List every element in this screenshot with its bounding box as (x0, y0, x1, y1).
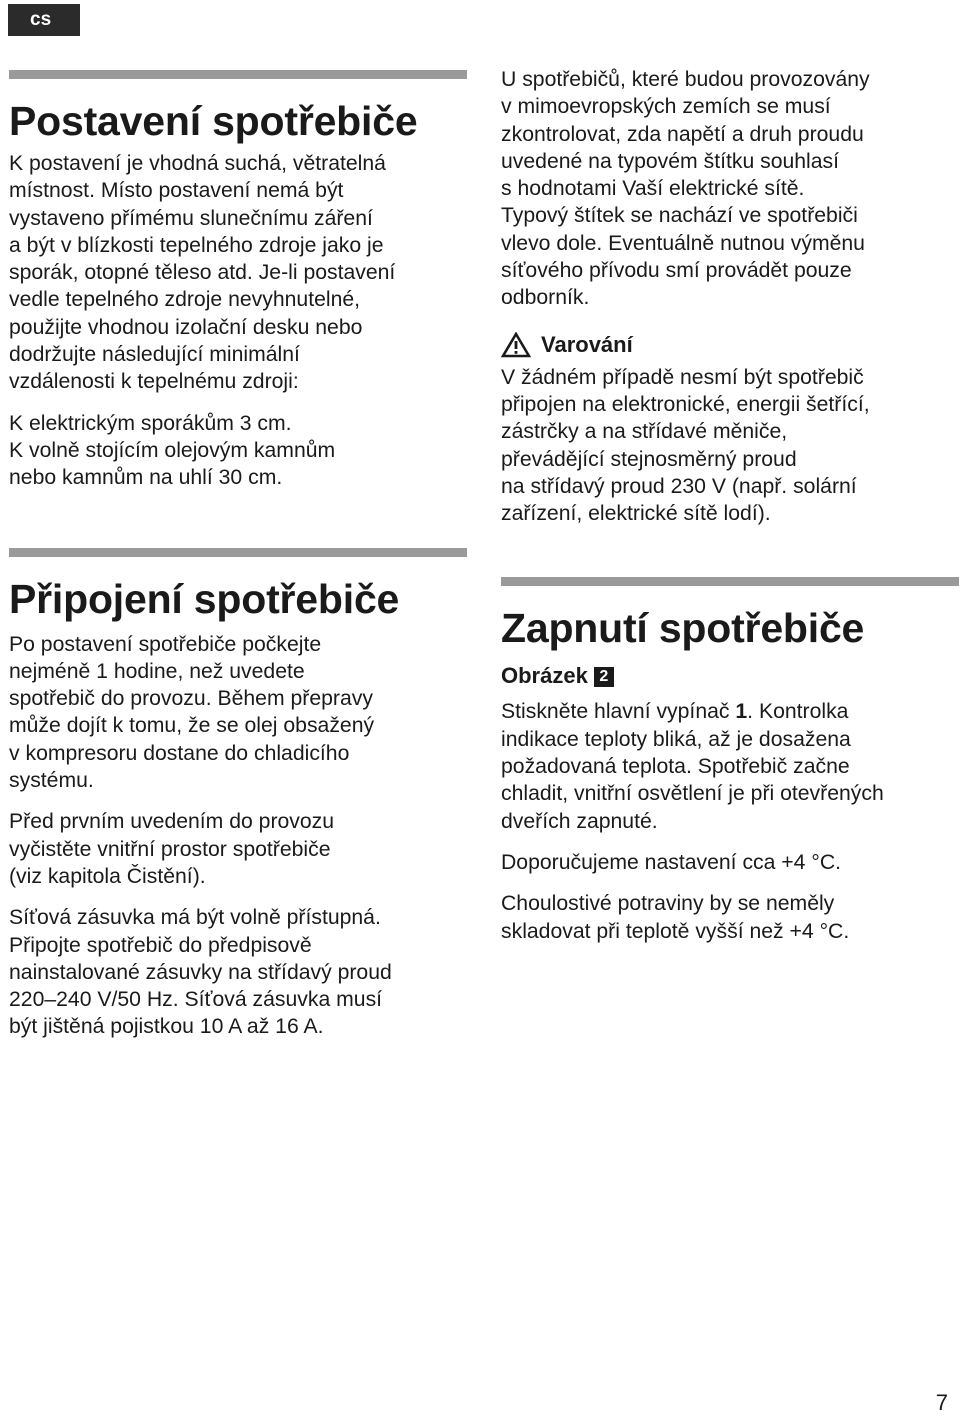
switch-on-text-end: . Kontrolka (747, 700, 849, 724)
figure-number-badge: 2 (594, 667, 614, 687)
connection-paragraph-2: Před prvním uvedením do provozu vyčistěte vnitřní prostor spotřebiče (viz kapitola Čistění). (9, 810, 335, 888)
section-rule (501, 577, 959, 586)
installation-paragraph-2: K elektrickým sporákům 3 cm. K volně stojícím olejovým kamnům nebo kamnům na uhlí 30 cm. (9, 411, 336, 490)
recommended-setting: Doporučujeme nastavení cca +4 °C. (501, 850, 842, 874)
warning-text: V žádném případě nesmí být spotřebič připojen na elektronické, energii šetřící, zástrčky a na střídavé měniče, převádějící stejnosměrný proud na střídavý proud 230 V (např. solární zařízení, elektrické sítě lodí). (501, 365, 870, 526)
warning-heading (501, 330, 959, 360)
section-rule (9, 548, 467, 557)
section-title-connection: Připojení spotřebiče (9, 575, 400, 622)
switch-on-paragraph-1 (501, 698, 959, 834)
installation-paragraph-1: K postavení je vhodná suchá, větratelná místnost. Místo postavení nemá být vystaveno přímému slunečnímu záření a být v blízkosti tepelného zdroje jako je sporák, otopné těleso atd. Je-li postavení vedle tepelného zdroje nevyhnutelné, použijte vhodnou izolační desku nebo dodržujte následující minimální vzdálenosti k tepelnému zdroji: (9, 152, 396, 394)
section-title-switch-on: Zapnutí spotřebiče (501, 605, 865, 652)
language-badge: cs (8, 4, 80, 36)
main-switch-number: 1 (735, 700, 748, 724)
right-column (501, 66, 959, 945)
switch-on-text-start: Stiskněte hlavní vypínač (501, 700, 736, 724)
warning-triangle-icon (501, 332, 531, 358)
sensitive-food-note: Choulostivé potraviny by se neměly skladovat při teplotě vyšší než +4 °C. (501, 892, 850, 943)
figure-reference (501, 662, 959, 690)
section-title-installation: Postavení spotřebiče (9, 98, 418, 144)
section-rule (9, 70, 467, 79)
figure-label: Obrázek (501, 663, 588, 689)
page-number: 7 (935, 1390, 948, 1415)
voltage-paragraph: U spotřebičů, které budou provozovány v mimoevropských zemích se musí zkontrolovat, zda napětí a druh proudu uvedené na typovém štítku souhlasí s hodnotami Vaší elektrické sítě. Typový štítek se nachází ve spotřebiči vlevo dole. Eventuálně nutnou výměnu síťového přívodu smí provádět pouze odborník. (501, 68, 870, 310)
connection-paragraph-3: Síťová zásuvka má být volně přístupná. Připojte spotřebič do předpisově nainstalované zásuvky na střídavý proud 220–240 V/50 Hz. Síťová zásuvka musí být jištěná pojistkou 10 A až 16 A. (9, 906, 392, 1039)
connection-paragraph-1: Po postavení spotřebiče počkejte nejméně 1 hodine, než uvedete spotřebič do provozu. Během přepravy může dojít k tomu, že se olej obsažený v kompresoru dostane do chladicího systému. (9, 632, 375, 793)
warning-title: Varování (541, 331, 633, 357)
switch-on-text-rest: indikace teploty bliká, až je dosažena požadovaná teplota. Spotřebič začne chladit, vnitřní osvětlení je při otevřených dveřích zapnuté. (501, 727, 884, 833)
left-column (9, 70, 467, 1041)
